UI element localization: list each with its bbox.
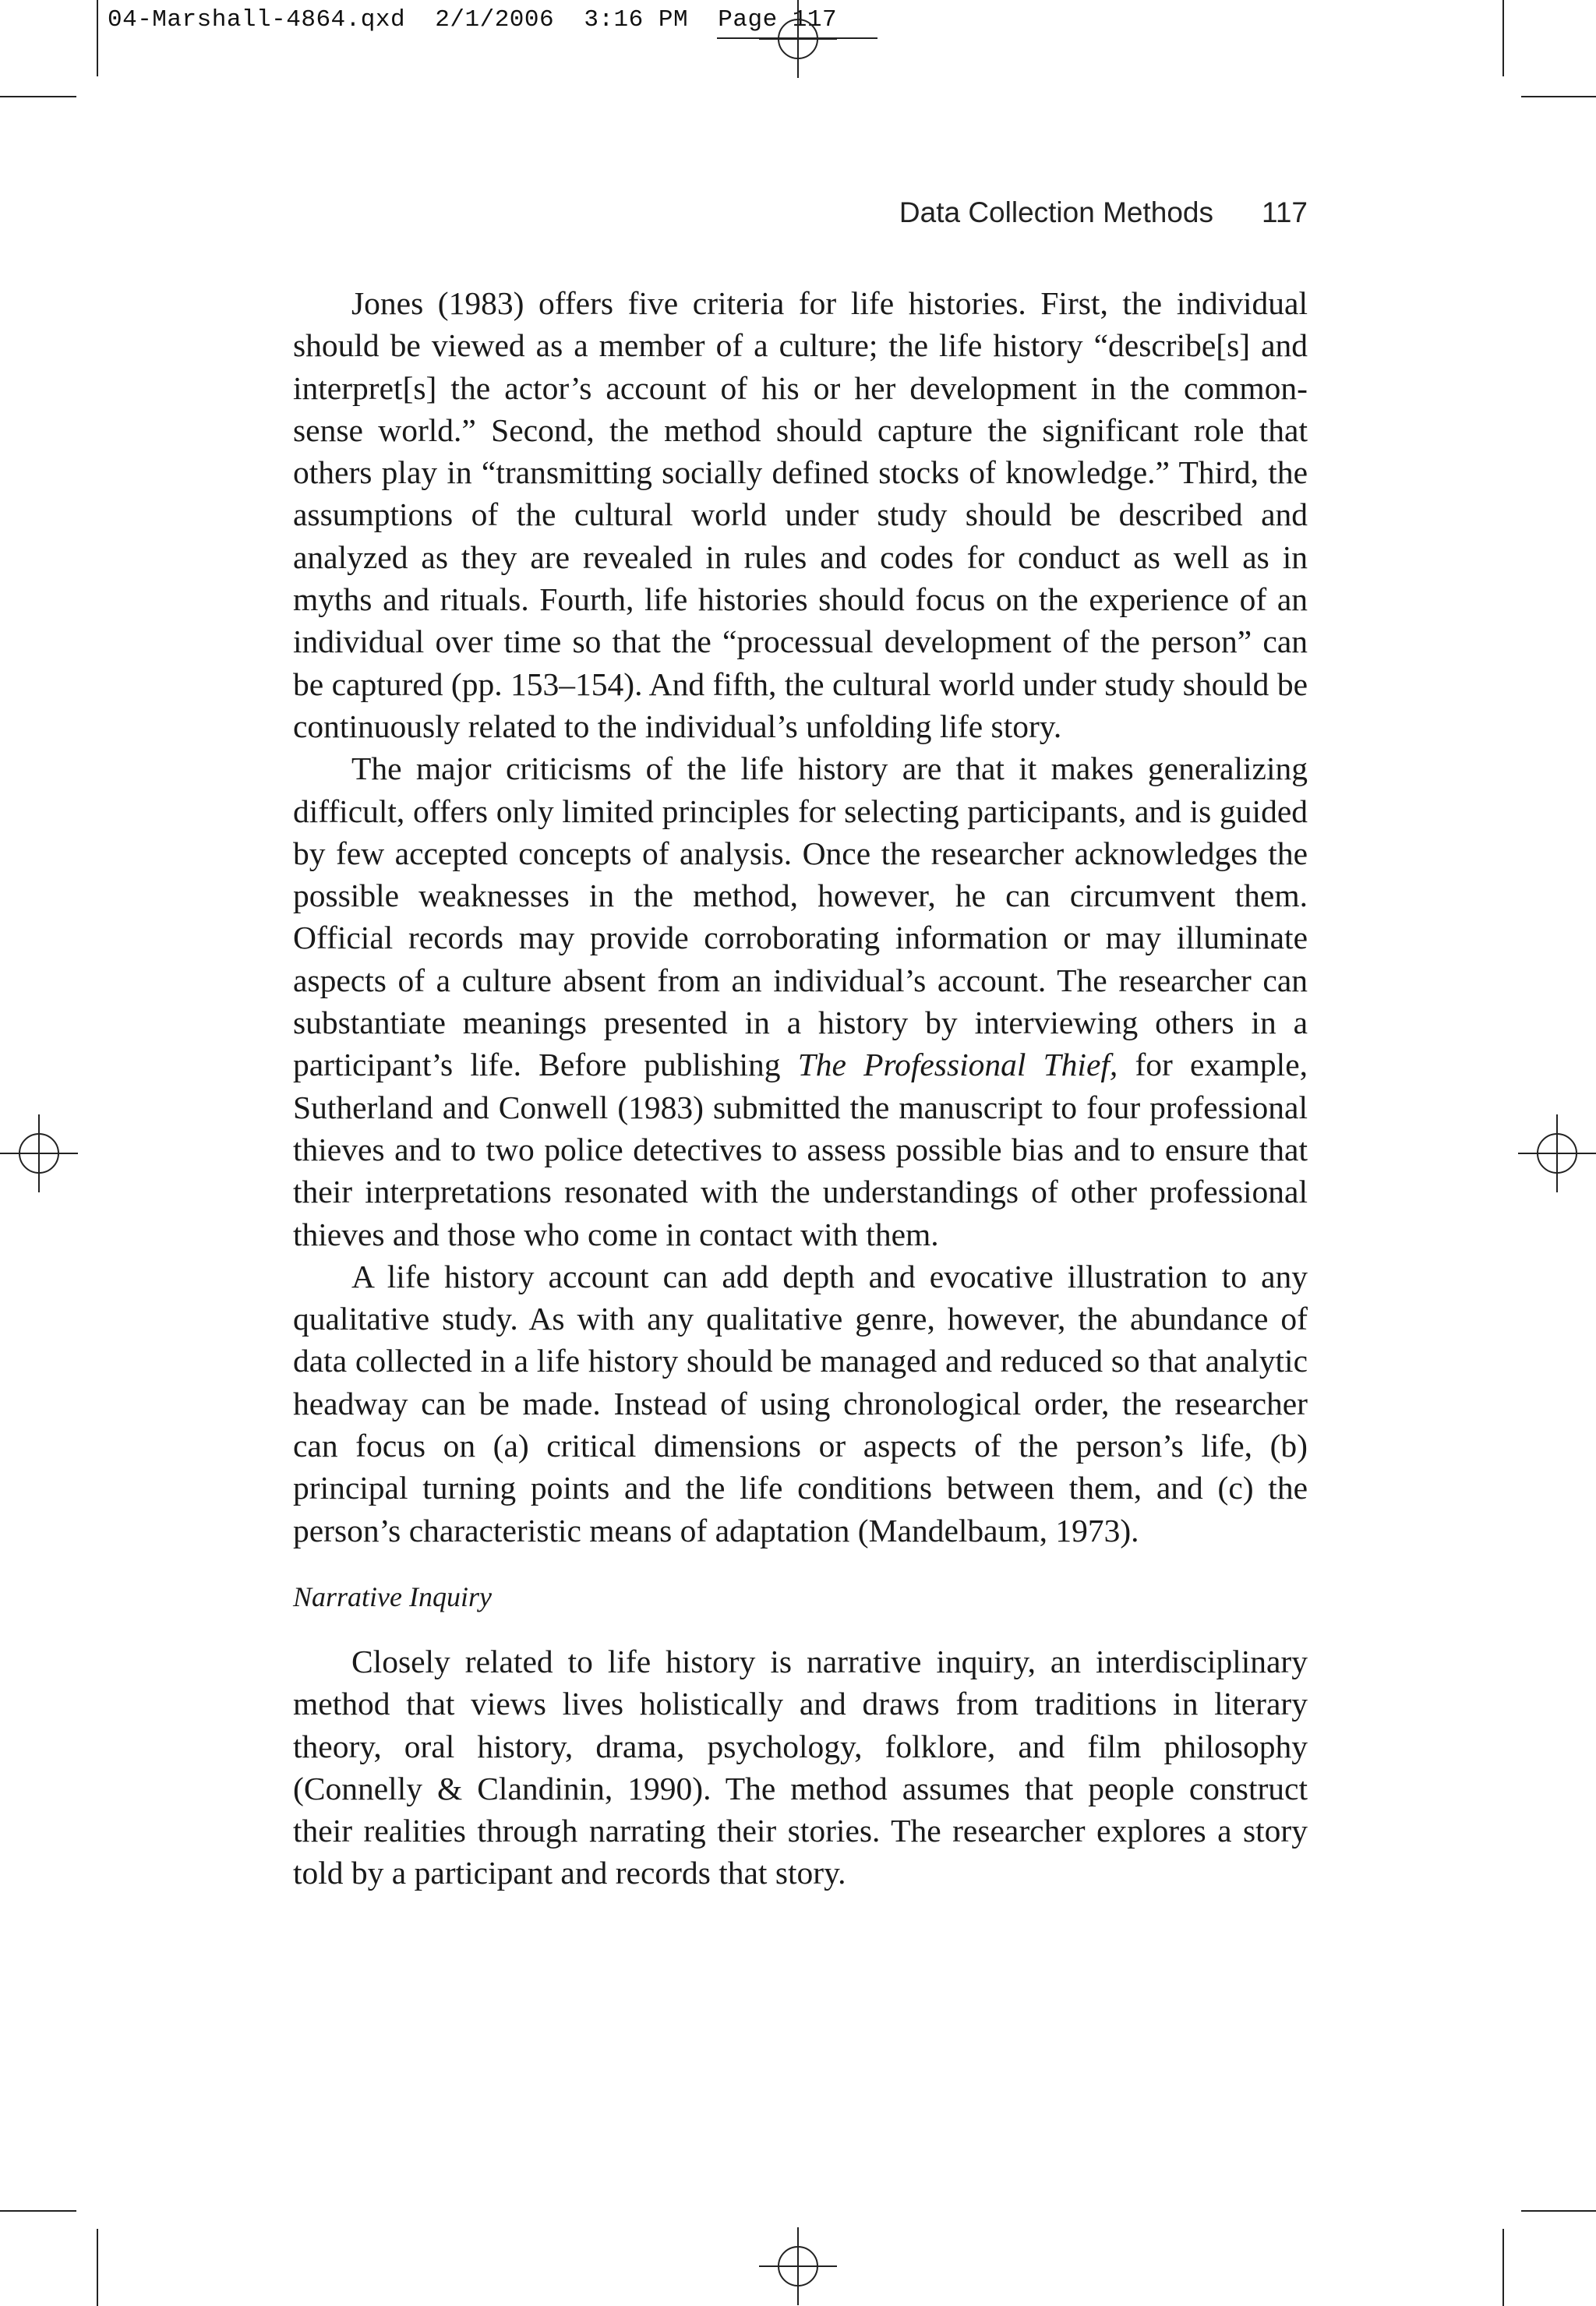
page-number: 117 xyxy=(1262,196,1308,228)
section-subheading: Narrative Inquiry xyxy=(293,1580,492,1612)
paragraph-text: The major criticisms of the life history are that it makes generalizing difficult, offers only limited principles for selecting participants, and is guided by few accepted concepts of analysis. Once the researcher acknowledges the possible weaknesses in the method, however, he can circumvent them. Official records may provide corroborating information or may illuminate aspects of a culture absent from an individual’s account. The researcher can substantiate meanings presented in a history by interviewing others in a participant’s life. Before publishing xyxy=(293,750,1308,1083)
crop-mark-top-right-vertical xyxy=(1502,0,1504,76)
crop-mark-bottom-right-vertical xyxy=(1502,2229,1504,2306)
paragraph-life-history-criticisms xyxy=(293,747,1308,1255)
page-body xyxy=(293,282,1308,1895)
book-title: The Professional Thief, xyxy=(797,1047,1118,1083)
crop-mark-bottom-left-vertical xyxy=(97,2229,98,2306)
slug-date: 2/1/2006 xyxy=(435,6,555,34)
slug-file: 04-Marshall-4864.qxd xyxy=(108,6,406,34)
registration-mark-right xyxy=(1518,1114,1596,1192)
crop-mark-top-left-vertical xyxy=(97,0,98,76)
running-head xyxy=(293,196,1308,229)
slug-time: 3:16 PM xyxy=(584,6,689,34)
paragraph-life-history-criteria: Jones (1983) offers five criteria for life histories. First, the individual should be viewed as a member of a culture; the life history “describe[s] and interpret[s] the actor’s account of his or her development in the common-sense world.” Second, the method should capture the significant role that others play in “transmitting socially defined stocks of knowledge.” Third, the assumptions of the cultural world under study should be described and analyzed as they are revealed in rules and codes for conduct as well as in myths and rituals. Fourth, life histories should focus on the experience of an individual over time so that the “processual development of the person” can be captured (pp. 153–154). And fifth, the cultural world under study should be continuously related to the individual’s unfolding life story. xyxy=(293,285,1308,744)
registration-mark-left xyxy=(0,1114,78,1192)
crop-mark-top-left-horizontal xyxy=(0,96,76,97)
paragraph-narrative-inquiry: Closely related to life history is narrative inquiry, an interdisciplinary method that views lives holistically and draws from traditions in literary theory, oral history, drama, psychology, folklore, and film philosophy (Connelly & Clandinin, 1990). The method assumes that people construct their realities through narrating their stories. The researcher explores a story told by a participant and records that story. xyxy=(293,1643,1308,1891)
slug-page: Page 117 xyxy=(718,6,838,34)
printer-slug xyxy=(108,6,837,34)
crop-mark-bottom-right-horizontal xyxy=(1521,2210,1596,2212)
crop-mark-top-right-horizontal xyxy=(1521,96,1596,97)
running-head-title: Data Collection Methods xyxy=(899,196,1213,228)
paragraph-text: for example, Sutherland and Conwell (1983) submitted the manuscript to four professional thieves and to two police detectives to assess possible bias and to ensure that their interpretations resonated with the understandings of other professional thieves and those who come in contact with them. xyxy=(293,1047,1308,1252)
paragraph-life-history-depth: A life history account can add depth and evocative illustration to any qualitative study. As with any qualitative genre, however, the abundance of data collected in a life history should be managed and reduced so that analytic headway can be made. Instead of using chronological order, the researcher can focus on (a) critical dimensions or aspects of the person’s life, (b) principal turning points and the life conditions between them, and (c) the person’s characteristic means of adaptation (Mandelbaum, 1973). xyxy=(293,1258,1308,1549)
registration-mark-bottom xyxy=(759,2227,837,2305)
registration-mark-top xyxy=(759,0,837,78)
crop-mark-bottom-left-horizontal xyxy=(0,2210,76,2212)
